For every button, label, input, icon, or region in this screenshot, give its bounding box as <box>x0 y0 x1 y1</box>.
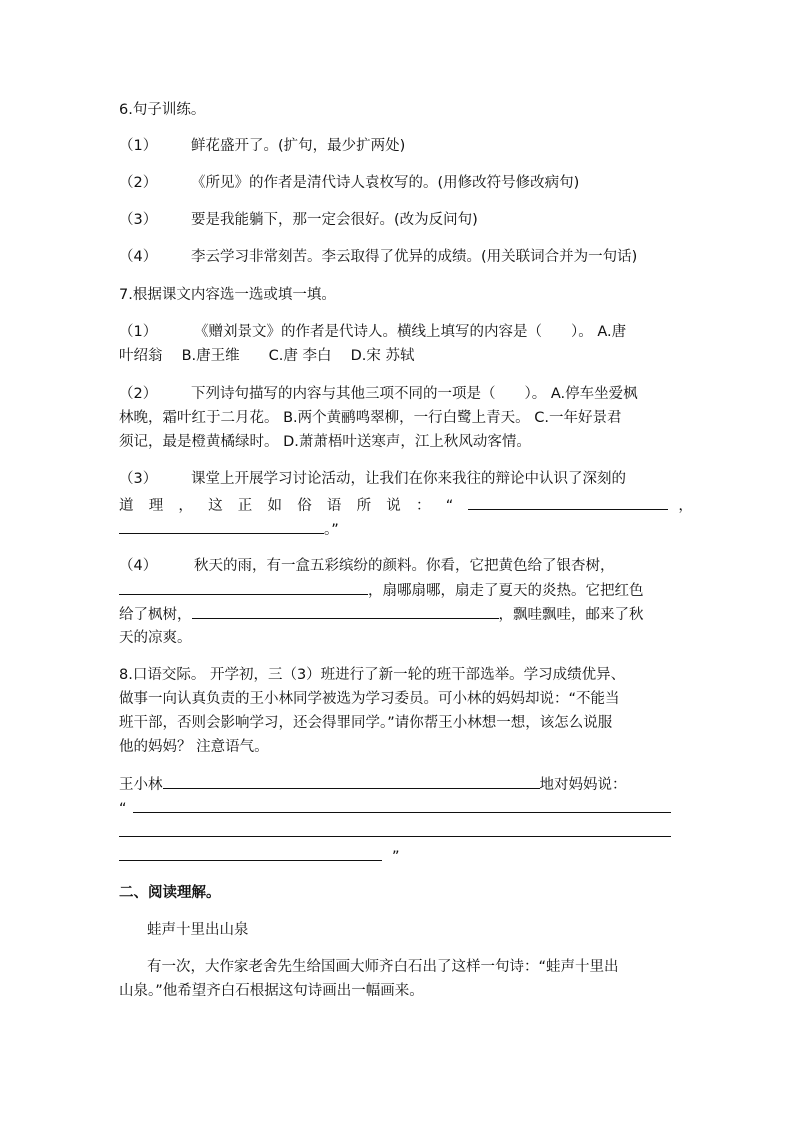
passage-para-line2: 山泉。”他希望齐白石根据这句诗画出一幅画来。 <box>119 983 424 999</box>
close-quote: ” <box>392 849 400 865</box>
item-text: 。” <box>324 522 339 538</box>
q8-answer-line3 <box>119 820 671 845</box>
q7-item-1-line2: 叶绍翁 B.唐王维 C.唐 李白 D.宋 苏轼 <box>119 348 415 364</box>
q6-item-2 <box>119 171 579 195</box>
q6-item-4 <box>119 245 637 269</box>
q6-item-1 <box>119 134 405 158</box>
q6-item-3 <box>119 208 478 232</box>
q7-item-2-line3: 须记，最是橙黄橘绿时。 D.萧萧梧叶送寒声，江上秋风动客情。 <box>119 434 531 450</box>
q8-line1: 8.口语交际。 开学初，三（3）班进行了新一轮的班干部选举。学习成绩优异、 <box>119 667 626 683</box>
open-quote: “ <box>119 801 127 817</box>
item-text: ，扇哪扇哪，扇走了夏天的炎热。它把红色 <box>368 583 644 599</box>
q7-item-3-line3 <box>119 517 339 542</box>
q8-line4: 他的妈妈？ 注意语气。 <box>119 739 269 755</box>
q8-answer-line2 <box>119 796 671 821</box>
item-text: 要是我能躺下，那一定会很好。(改为反问句) <box>191 212 478 228</box>
answer-blank[interactable] <box>468 493 668 510</box>
item-text: 课堂上开展学习讨论活动，让我们在你来我往的辩论中认识了深刻的 <box>191 471 626 487</box>
q8-answer-line4 <box>119 844 400 869</box>
item-text: ， <box>678 498 693 514</box>
item-number: （3） <box>119 471 158 487</box>
answer-blank[interactable] <box>119 820 671 837</box>
q7-item-4-line1 <box>119 554 615 578</box>
item-text: 李云学习非常刻苦。李云取得了优异的成绩。(用关联词合并为一句话) <box>191 249 638 265</box>
item-text: 下列诗句描写的内容与其他三项不同的一项是（ ）。 A.停车坐爱枫 <box>191 386 638 402</box>
q8-line2: 做事一向认真负责的王小林同学被选为学习委员。可小林的妈妈却说：“不能当 <box>119 691 620 707</box>
answer-suffix: 地对妈妈说： <box>539 777 627 793</box>
item-text: 给了枫树， <box>119 607 192 623</box>
q7-item-4-line4: 天的凉爽。 <box>119 630 192 646</box>
q7-item-3-line2 <box>119 493 693 518</box>
answer-blank[interactable] <box>119 578 368 595</box>
item-text: 道理，这正如俗语所说：“ <box>119 498 469 514</box>
answer-blank[interactable] <box>119 517 324 534</box>
item-text: ，飘哇飘哇，邮来了秋 <box>498 607 644 623</box>
passage-para-line1: 有一次，大作家老舍先生给国画大师齐白石出了这样一句诗：“蛙声十里出 <box>147 959 619 975</box>
item-number: （1） <box>119 138 158 154</box>
item-number: （1） <box>119 324 158 340</box>
answer-blank[interactable] <box>192 602 499 619</box>
answer-blank[interactable] <box>163 772 540 789</box>
item-number: （2） <box>119 175 158 191</box>
q8-line3: 班干部，否则会影响学习，还会得罪同学。”请你帮王小林想一想，该怎么说服 <box>119 715 613 731</box>
item-number: （3） <box>119 212 158 228</box>
q8-answer-line1 <box>119 772 627 797</box>
q7-item-3-line1 <box>119 467 626 491</box>
answer-prefix: 王小林 <box>119 777 163 793</box>
q7-title: 7.根据课文内容选一选或填一填。 <box>119 287 336 303</box>
item-text: 鲜花盛开了。(扩句，最少扩两处) <box>191 138 406 154</box>
q7-item-1-line1 <box>119 320 626 344</box>
q7-item-2-line1 <box>119 382 638 406</box>
item-text: 秋天的雨，有一盒五彩缤纷的颜料。你看，它把黄色给了银杏树， <box>194 558 615 574</box>
item-text: 《所见》的作者是清代诗人袁枚写的。(用修改符号修改病句) <box>191 175 580 191</box>
q7-item-4-line2 <box>119 578 644 603</box>
section-heading: 二、阅读理解。 <box>119 885 221 901</box>
item-number: （4） <box>119 249 158 265</box>
answer-blank[interactable] <box>133 796 671 813</box>
item-number: （2） <box>119 386 158 402</box>
q6-title: 6.句子训练。 <box>119 102 206 118</box>
q7-item-4-line3 <box>119 602 644 627</box>
answer-blank[interactable] <box>119 844 382 861</box>
item-number: （4） <box>119 558 158 574</box>
passage-title: 蛙声十里出山泉 <box>147 922 249 938</box>
q7-item-2-line2: 林晚，霜叶红于二月花。 B.两个黄鹂鸣翠柳，一行白鹭上青天。 C.一年好景君 <box>119 410 622 426</box>
item-text: 《赠刘景文》的作者是代诗人。横线上填写的内容是（ ）。 A.唐 <box>194 324 627 340</box>
